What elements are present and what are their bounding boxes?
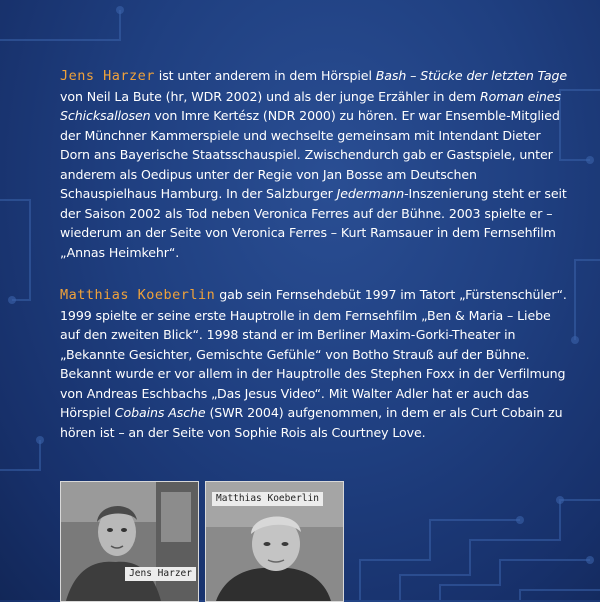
portrait-image bbox=[61, 482, 198, 601]
photo-jens-harzer bbox=[60, 481, 199, 602]
bio-title-italic: Roman eines Schicksallosen bbox=[60, 88, 561, 123]
actor-name-matthias-koeberlin: Matthias Koeberlin bbox=[60, 287, 216, 303]
bio-paragraph-matthias-koeberlin bbox=[60, 285, 570, 442]
bio-text: gab sein Fernsehdebüt 1997 im Tatort „Fürstenschüler“. 1999 spielte er seine erste Hauptrolle in dem Fernsehfilm „Ben & Maria – Liebe auf den zweiten Blick“. 1998 stand er im Berliner Maxim-Gorki-Theater in „Bekannte Gesichter, Gemischte Gefühle“ von Botho Strauß auf der Bühne. Bekannt wurde er vor allem in der Hauptrolle des Stephen Foxx in der Verfilmung von Andreas Eschbachs „Das Jesus Video“. Mit Walter Adler hat er auch das Hörspiel bbox=[60, 287, 567, 420]
photo-matthias-koeberlin bbox=[205, 481, 344, 602]
bio-title-italic: Bash – Stücke der letzten Tage bbox=[375, 68, 568, 83]
bio-text: von Neil La Bute (hr, WDR 2002) und als der junge Erzähler in dem bbox=[60, 88, 480, 104]
bio-text: -Inszenierung steht er seit der Saison 2002 als Tod neben Veronica Ferres auf der Bühne. 2003 spielte er – wiederum an der Seite von Veronica Ferres – Kurt Ramsauer in dem Fernsehfilm „Annas Heimkehr“. bbox=[60, 186, 567, 260]
bio-title-italic: Jedermann bbox=[336, 186, 405, 201]
bio-paragraph-jens-harzer bbox=[60, 66, 570, 262]
bio-text: (SWR 2004) aufgenommen, in dem er als Curt Cobain zu hören ist – an der Seite von Sophie Rois als Courtney Love. bbox=[60, 405, 563, 440]
bio-title-italic: Cobains Asche bbox=[114, 405, 206, 420]
bio-text: ist unter anderem in dem Hörspiel bbox=[154, 68, 376, 83]
photo-caption: Matthias Koeberlin bbox=[212, 492, 323, 506]
photo-caption: Jens Harzer bbox=[125, 567, 196, 581]
actor-name-jens-harzer: Jens Harzer bbox=[60, 68, 155, 84]
bio-text: von Imre Kertész (NDR 2000) zu hören. Er war Ensemble-Mitglied der Münchner Kammerspiele und wechselte gemeinsam mit Intendant Dieter Dorn ans Bayerische Staatsschauspiel. Zwischendurch gab er Gastspiele, unter anderem als Oedipus unter der Regie von Jan Bosse am Deutschen Schauspielhaus Hamburg. In der Salzburger bbox=[60, 108, 560, 201]
